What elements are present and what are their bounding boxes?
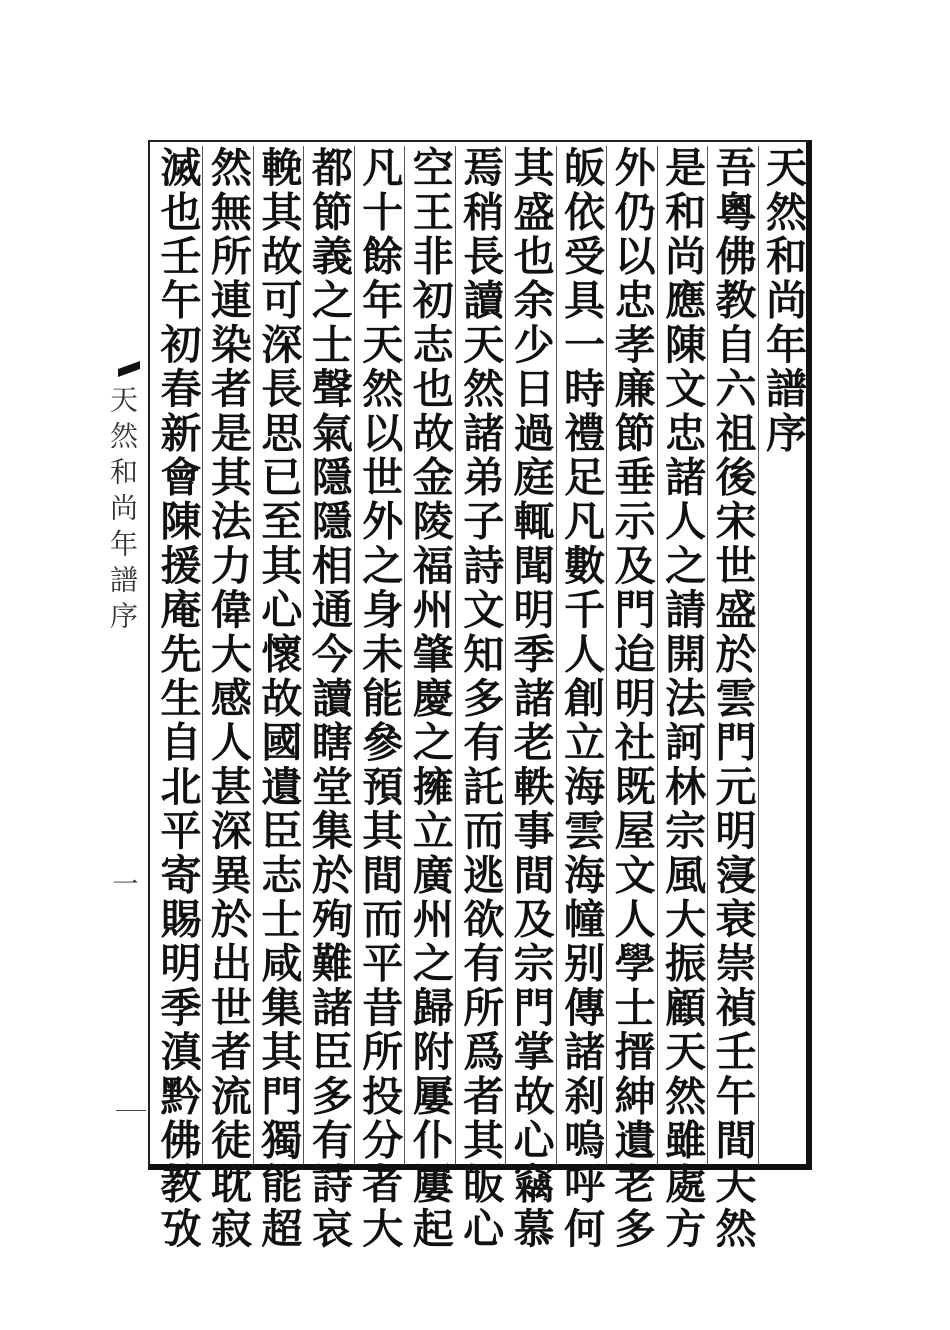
column-rule bbox=[303, 146, 304, 1164]
text-column-10: 輓其故可深長思已至其心懷故國遺臣志士咸集其門獨能超 bbox=[254, 146, 303, 1251]
column-rule bbox=[455, 146, 456, 1164]
text-column-12: 滅也壬午初春新會陳援庵先生自北平寄賜明季滇黔佛教攷 bbox=[153, 146, 202, 1251]
fish-tail-mark bbox=[118, 361, 140, 377]
page-number: 一 bbox=[108, 870, 138, 904]
running-title: 天然和尚年譜序 bbox=[106, 385, 139, 637]
text-column-11: 然無所連染者是其法力偉大感人甚深異於出世者流徒耽寂 bbox=[203, 146, 252, 1251]
text-column-7: 空王非初志也故金陵福州肇慶之擁立廣州之歸附屢仆屢起 bbox=[405, 146, 454, 1251]
title-column: 天然和尚年譜序 bbox=[758, 146, 807, 456]
margin-tick bbox=[116, 1110, 146, 1111]
text-column-2: 是和尚應陳文忠諸人之請開法訶林宗風大振顧天然雖處方 bbox=[658, 146, 707, 1251]
column-rule bbox=[404, 146, 405, 1164]
text-column-4: 皈依受具一時禮足凡數千人創立海雲海幢别傳諸刹嗚呼何 bbox=[557, 146, 606, 1251]
text-column-3: 外仍以忠孝廉節垂示及門迨明社既屋文人學士搢紳遺老多 bbox=[607, 146, 656, 1251]
column-rule bbox=[556, 146, 557, 1164]
text-column-6: 焉稍長讀天然諸弟子詩文知多有託而逃欲有所爲者其皈心 bbox=[456, 146, 505, 1251]
text-column-1: 吾粵佛教自六祖後宋世盛於雲門元明寖衰崇禎壬午間天然 bbox=[708, 146, 757, 1251]
column-rule bbox=[354, 146, 355, 1164]
column-rule bbox=[505, 146, 506, 1164]
column-rule bbox=[657, 146, 658, 1164]
column-rule bbox=[606, 146, 607, 1164]
column-rule bbox=[758, 146, 759, 1164]
column-rule bbox=[202, 146, 203, 1164]
text-column-8: 凡十餘年天然以世外之身未能參預其間而平昔所投分者大 bbox=[355, 146, 404, 1251]
column-rule bbox=[253, 146, 254, 1164]
column-rule bbox=[707, 146, 708, 1164]
text-column-9: 都節義之士聲氣隱隱相通今讀瞎堂集於殉難諸臣多有詩哀 bbox=[304, 146, 353, 1251]
text-column-5: 其盛也余少日過庭輒聞明季諸老軼事間及宗門掌故心竊慕 bbox=[506, 146, 555, 1251]
